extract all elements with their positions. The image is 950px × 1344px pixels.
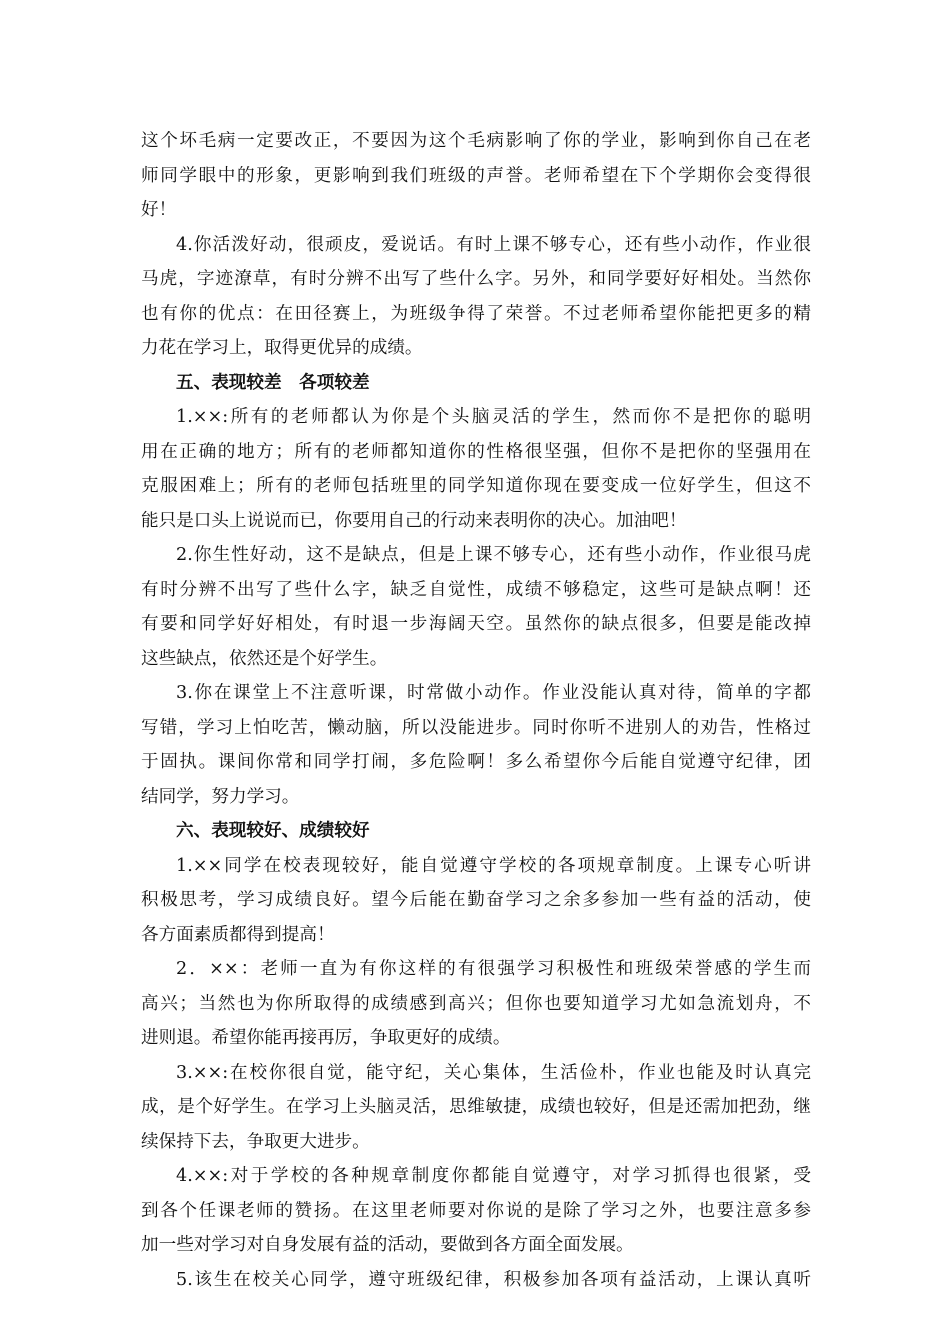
section-heading: 六、表现较好、成绩较好 [176,821,370,841]
text-line: 结同学，努力学习。 [141,786,300,807]
text-line: 能只是口头上说说而已，你要用自己的行动来表明你的决心。加油吧！ [141,510,687,531]
text-line: 高兴；当然也为你所取得的成绩感到高兴；但你也要知道学习尤如急流划舟，不 [141,993,811,1014]
text-line: 加一些对学习对自身发展有益的活动，要做到各方面全面发展。 [141,1235,634,1255]
paragraph-start: 4.××:对于学校的各种规章制度你都能自觉遵守，对学习抓得也很紧，受 [176,1166,811,1186]
text-line: 于固执。课间你常和同学打闹，多危险啊！多么希望你今后能自觉遵守纪律，团 [141,752,811,772]
paragraph-start: 3.你在课堂上不注意听课，时常做小动作。作业没能认真对待，简单的字都 [176,683,811,703]
text-line: 马虎，字迹潦草，有时分辨不出写了些什么字。另外，和同学要好好相处。当然你 [141,269,811,289]
text-line: 用在正确的地方；所有的老师都知道你的性格很坚强，但你不是把你的坚强用在 [141,441,811,462]
paragraph-start: 1.××:所有的老师都认为你是个头脑灵活的学生，然而你不是把你的聪明 [176,407,811,427]
text-line: 有时分辨不出写了些什么字，缺乏自觉性，成绩不够稳定，这些可是缺点啊！还 [141,579,811,600]
text-line: 续保持下去，争取更大进步。 [141,1131,370,1152]
section-heading: 五、表现较差 各项较差 [176,372,370,393]
text-line: 师同学眼中的形象，更影响到我们班级的声誉。老师希望在下个学期你会变得很 [141,165,811,186]
text-line: 到各个任课老师的赞扬。在这里老师要对你说的是除了学习之外，也要注意多参 [141,1200,811,1221]
text-line: 积极思考，学习成绩良好。望今后能在勤奋学习之余多参加一些有益的活动，使 [141,890,811,910]
text-line: 好！ [141,200,177,220]
document-page [141,124,811,1297]
text-line: 克服困难上；所有的老师包括班里的同学知道你现在要变成一位好学生，但这不 [141,476,811,496]
paragraph-start: 1.××同学在校表现较好，能自觉遵守学校的各项规章制度。上课专心听讲 [176,855,811,876]
text-line: 也有你的优点：在田径赛上，为班级争得了荣誉。不过老师希望你能把更多的精 [141,303,811,324]
text-line: 这些缺点，依然还是个好学生。 [141,648,388,669]
text-line: 成，是个好学生。在学习上头脑灵活，思维敏捷，成绩也较好，但是还需加把劲，继 [141,1097,811,1117]
text-line: 有要和同学好好相处，有时退一步海阔天空。虽然你的缺点很多，但要是能改掉 [141,614,811,634]
paragraph-start: 2.你生性好动，这不是缺点，但是上课不够专心，还有些小动作，作业很马虎 [176,545,811,565]
paragraph-start: 4.你活泼好动，很顽皮，爱说话。有时上课不够专心，还有些小动作，作业很 [176,234,811,255]
paragraph-start: 5.该生在校关心同学，遵守班级纪律，积极参加各项有益活动，上课认真听 [176,1269,811,1290]
paragraph-start: 3.××:在校你很自觉，能守纪，关心集体，生活俭朴，作业也能及时认真完 [176,1062,811,1083]
text-line: 这个坏毛病一定要改正，不要因为这个毛病影响了你的学业，影响到你自己在老 [141,131,811,151]
text-line: 进则退。希望你能再接再厉，争取更好的成绩。 [141,1028,511,1048]
paragraph-start: 2．××：老师一直为有你这样的有很强学习积极性和班级荣誉感的学生而 [176,959,811,979]
text-line: 力花在学习上，取得更优异的成绩。 [141,338,423,358]
text-line: 写错，学习上怕吃苦，懒动脑，所以没能进步。同时你听不进别人的劝告，性格过 [141,717,811,738]
text-line: 各方面素质都得到提高！ [141,924,335,945]
